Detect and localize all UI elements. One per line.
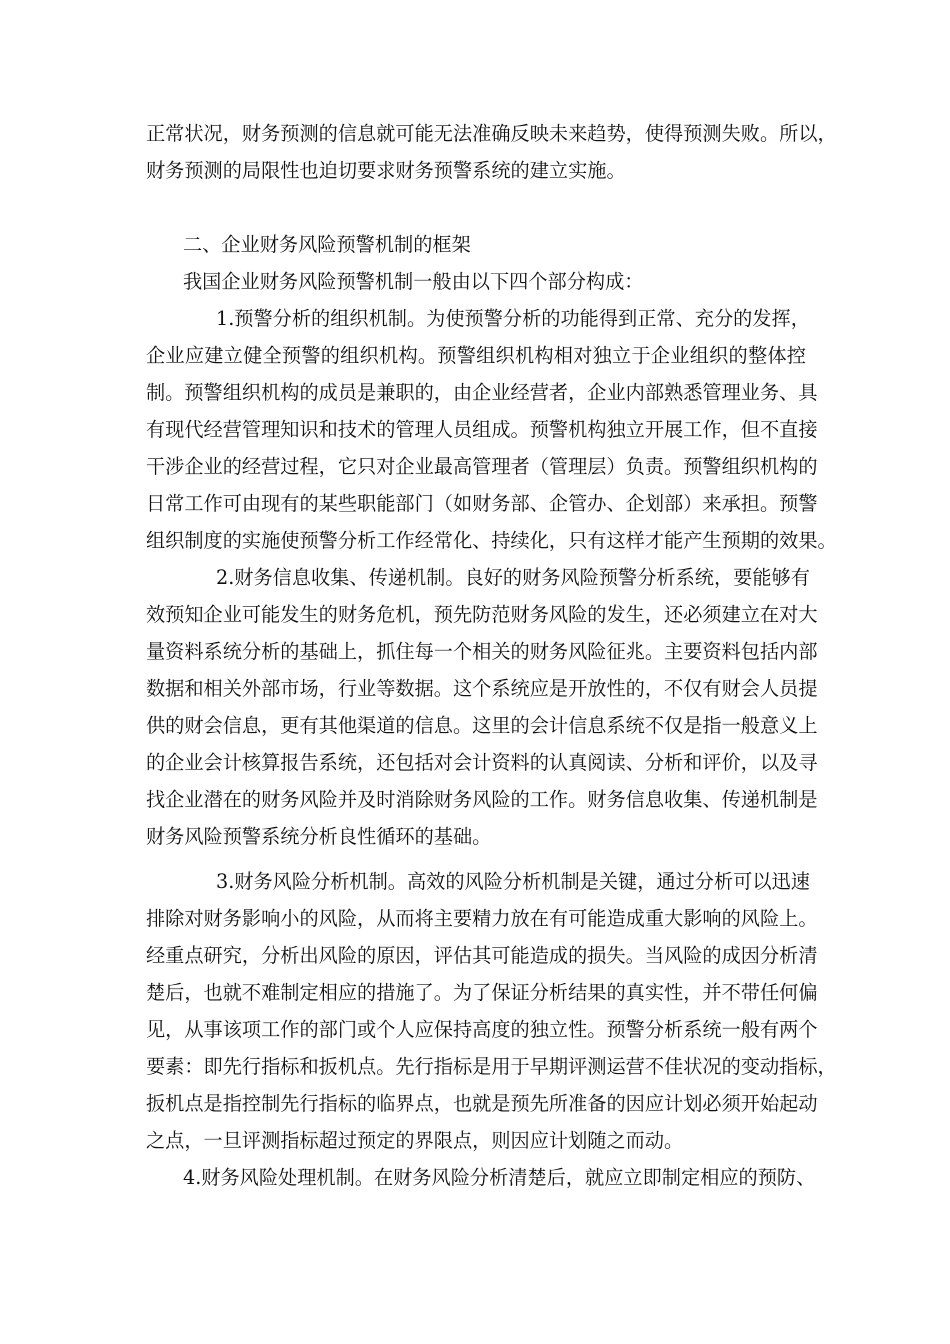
item-3-line-8: 之点，一旦评测指标超过预定的界限点，则因应计划随之而动。: [146, 1129, 684, 1152]
section-intro: 我国企业财务风险预警机制一般由以下四个部分构成：: [183, 270, 644, 293]
item-3-line-5: 见，从事该项工作的部门或个人应保持高度的独立性。预警分析系统一般有两个: [146, 1018, 818, 1041]
item-3-line-7: 扳机点是指控制先行指标的临界点，也就是预先所准备的因应计划必须开始起动: [146, 1092, 818, 1115]
item-2-line-8: 财务风险预警系统分析良性循环的基础。: [146, 825, 492, 848]
item-1-line-6: 日常工作可由现有的某些职能部门（如财务部、企管办、企划部）来承担。预警: [146, 492, 818, 515]
item-2-line-1: 2.财务信息收集、传递机制。良好的财务风险预警分析系统，要能够有: [216, 566, 810, 589]
item-2-line-2: 效预知企业可能发生的财务危机，预先防范财务风险的发生，还必须建立在对大: [146, 603, 818, 626]
item-3-line-2: 排除对财务影响小的风险，从而将主要精力放在有可能造成重大影响的风险上。: [146, 907, 818, 930]
item-2-line-6: 的企业会计核算报告系统，还包括对会计资料的认真阅读、分析和评价，以及寻: [146, 751, 818, 774]
section-heading: 二、企业财务风险预警机制的框架: [183, 233, 471, 256]
intro-line-2: 财务预测的局限性也迫切要求财务预警系统的建立实施。: [146, 159, 626, 182]
item-4-line-1: 4.财务风险处理机制。在财务风险分析清楚后，就应立即制定相应的预防、: [183, 1166, 816, 1189]
item-3-line-3: 经重点研究，分析出风险的原因，评估其可能造成的损失。当风险的成因分析清: [146, 944, 818, 967]
item-2-line-3: 量资料系统分析的基础上，抓住每一个相关的财务风险征兆。主要资料包括内部: [146, 640, 818, 663]
item-3-line-4: 楚后，也就不难制定相应的措施了。为了保证分析结果的真实性，并不带任何偏: [146, 981, 818, 1004]
item-1-line-5: 干涉企业的经营过程，它只对企业最高管理者（管理层）负责。预警组织机构的: [146, 455, 818, 478]
item-2-line-4: 数据和相关外部市场，行业等数据。这个系统应是开放性的，不仅有财会人员提: [146, 677, 818, 700]
item-2-line-7: 找企业潜在的财务风险并及时消除财务风险的工作。财务信息收集、传递机制是: [146, 788, 818, 811]
item-1-line-3: 制。预警组织机构的成员是兼职的，由企业经营者，企业内部熟悉管理业务、具: [146, 381, 818, 404]
item-1-line-4: 有现代经营管理知识和技术的管理人员组成。预警机构独立开展工作，但不直接: [146, 418, 818, 441]
item-3-line-6: 要素：即先行指标和扳机点。先行指标是用于早期评测运营不佳状况的变动指标，: [146, 1055, 837, 1078]
item-3-line-1: 3.财务风险分析机制。高效的风险分析机制是关键，通过分析可以迅速: [216, 870, 810, 893]
item-1-line-7: 组织制度的实施使预警分析工作经常化、持续化，只有这样才能产生预期的效果。: [146, 529, 837, 552]
item-1-line-1: 1.预警分析的组织机制。为使预警分析的功能得到正常、充分的发挥，: [216, 307, 810, 330]
intro-line-1: 正常状况，财务预测的信息就可能无法准确反映未来趋势，使得预测失败。所以，: [146, 122, 837, 145]
item-2-line-5: 供的财会信息，更有其他渠道的信息。这里的会计信息系统不仅是指一般意义上: [146, 714, 818, 737]
item-1-line-2: 企业应建立健全预警的组织机构。预警组织机构相对独立于企业组织的整体控: [146, 344, 806, 367]
